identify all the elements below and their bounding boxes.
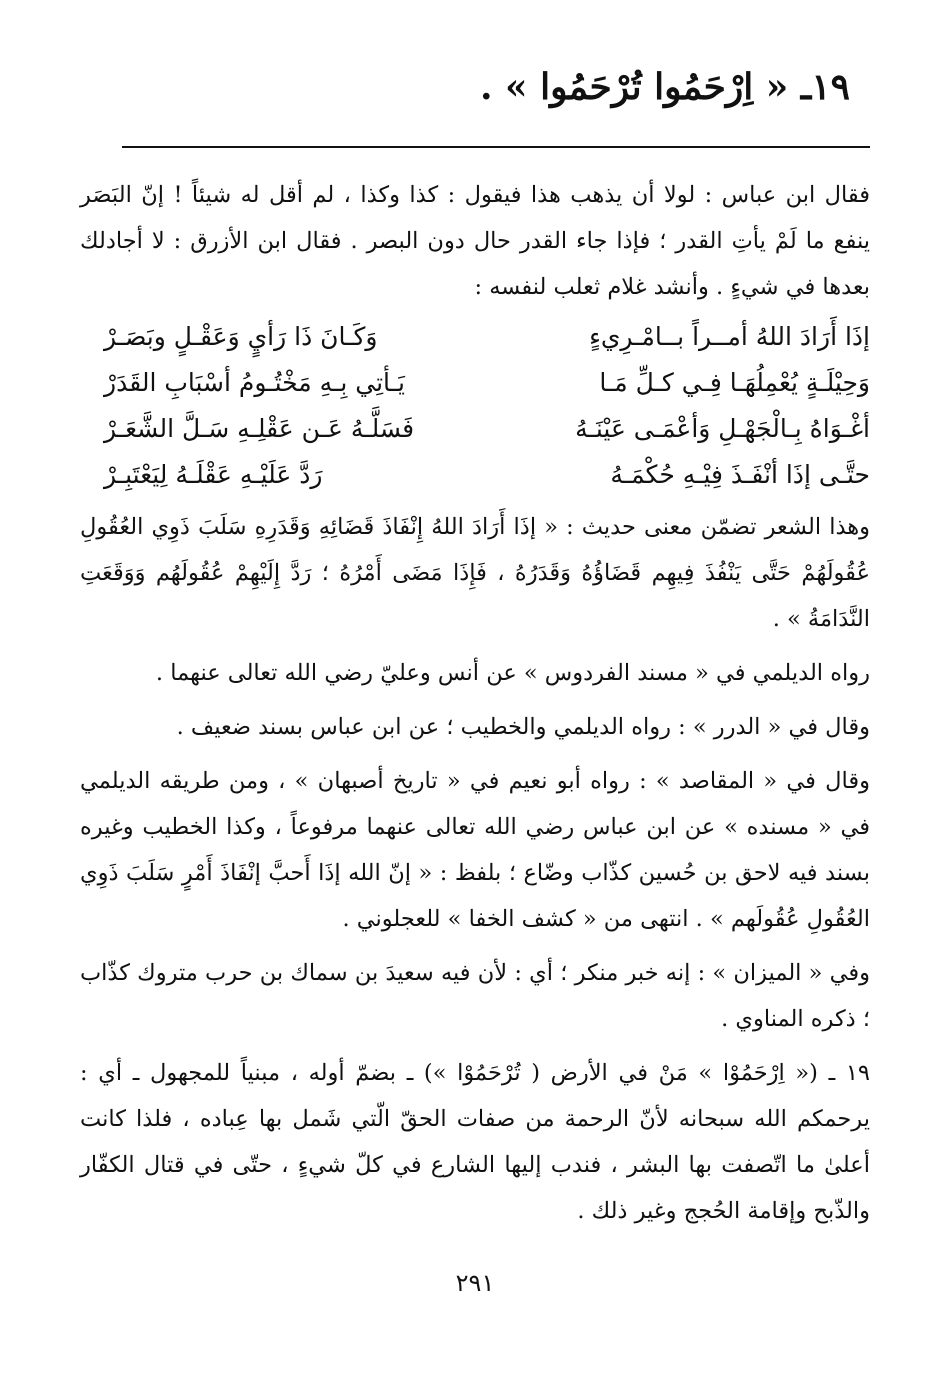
paragraph-7: ١٩ ـ (« اِرْحَمُوْا » مَنْ في الأرض ( تُرْحَمُوْا ») ـ بضمّ أوله ، مبنياً للمجهول ـ أي : يرحمكم الله سبحانه لأنّ الرحمة من صفات الحقّ الّتي شَمل بها عِباده ، فلذا كانت أعلىٰ ما اتّصفت بها البشر ، فندب إليها الشارع في كلّ شيءٍ ، حتّى في قتال الكفّار والذّبح وإقامة الحُجج وغير ذلك .: [80, 1060, 870, 1224]
verse-first-half: إذَا أَرَادَ اللهُ أمــراً بــامْـرِيءٍ: [589, 322, 870, 351]
section-heading: ١٩ـ « اِرْحَمُوا تُرْحَمُوا » .: [479, 66, 850, 108]
verse-second-half: فَسَلَّـهُ عَـن عَقْلِـهِ سَـلَّ الشَّعَـرْ: [104, 414, 415, 443]
verse-first-half: وَحِيْلَـةٍ يُعْمِلُهَـا فِـي كـلِّ مَـا: [599, 368, 870, 397]
verse-first-half: حتَّـى إذَا أنْفَـذَ فِيْـهِ حُكْمَـهُ: [610, 460, 870, 489]
verse-second-half: يَـأتِي بِـهِ مَخْتُـومُ أسْبَابِ القَدَرْ: [104, 368, 405, 397]
header-divider: [122, 146, 870, 148]
paragraph-3: رواه الديلمي في « مسند الفردوس » عن أنس وعليّ رضي الله تعالى عنهما .: [155, 660, 870, 686]
verse-second-half: رَدَّ عَلَيْـهِ عَقْلَـهُ لِيَعْتَبِـرْ: [104, 460, 323, 489]
paragraph-1: فقال ابن عباس : لولا أن يذهب هذا فيقول : كذا وكذا ، لم أقل له شيئاً ! إنّ البَصَر ينفع ما لَمْ يأتِ القدر ؛ فإذا جاء القدر حال دون البصر . فقال ابن الأزرق : لا أجادلك بعدها في شيءٍ . وأنشد غلام ثعلب لنفسه :: [80, 182, 870, 300]
verse-second-half: وَكَـانَ ذَا رَأيٍ وَعَقْـلٍ وبَصَـرْ: [104, 322, 378, 351]
poem-verse: [80, 452, 870, 498]
paragraph-4: وقال في « الدرر » : رواه الديلمي والخطيب ؛ عن ابن عباس بسند ضعيف .: [176, 714, 870, 740]
poem-verse: [80, 406, 870, 452]
page-body: [80, 172, 870, 1242]
paragraph-6: وفي « الميزان » : إنه خبر منكر ؛ أي : لأن فيه سعيدَ بن سماك بن حرب متروك كذّاب ؛ ذكره المناوي .: [80, 960, 870, 1032]
poem: [80, 314, 870, 498]
paragraph-5: وقال في « المقاصد » : رواه أبو نعيم في « تاريخ أصبهان » ، ومن طريقه الديلمي في « مسنده » عن ابن عباس رضي الله تعالى عنهما مرفوعاً ، وكذا الخطيب وغيره بسند فيه لاحق بن حُسين كذّاب وضّاع ؛ بلفظ : « إنّ الله إذَا أَحبَّ إنْفَاذَ أَمْرٍ سَلَبَ ذَوِي العُقُولِ عُقُولَهم » . انتهى من « كشف الخفا » للعجلوني .: [80, 768, 870, 932]
poem-verse: [80, 314, 870, 360]
page-number: ٢٩١: [455, 1269, 495, 1297]
verse-first-half: أغْـوَاهُ بِـالْجَهْـلِ وَأعْمَـى عَيْنَـهُ: [575, 414, 870, 443]
poem-verse: [80, 360, 870, 406]
paragraph-2: وهذا الشعر تضمّن معنى حديث : « إذَا أَرَادَ اللهُ إِنْفَاذَ قَضَائِهِ وَقَدَرِهِ سَلَبَ ذَوِي العُقُولِ عُقُولَهُمْ حَتَّى يَنْفُذَ فِيهِم قَضَاؤُهُ وَقَدَرُهُ ، فَإِذَا مَضَى أَمْرُهُ ؛ رَدَّ إِلَيْهِمْ عُقُولَهُم وَوَقَعَتِ النَّدَامَةُ » .: [80, 514, 870, 632]
